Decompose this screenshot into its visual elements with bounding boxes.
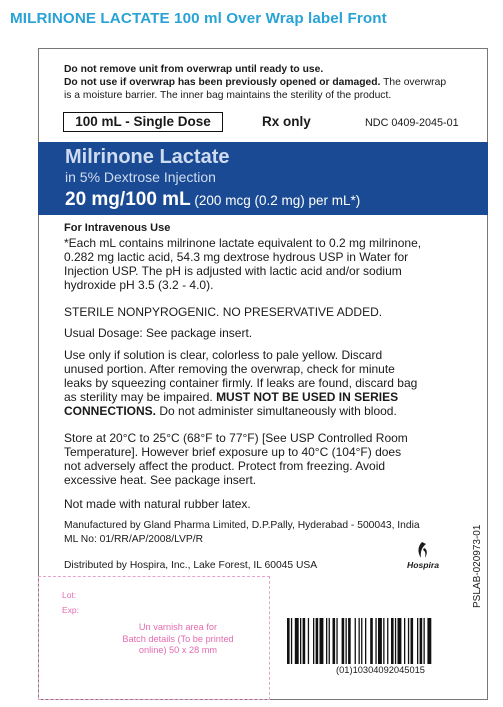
- hospira-logo-icon: [413, 540, 433, 560]
- dose-box: 100 mL - Single Dose: [63, 112, 223, 132]
- hospira-logo: [406, 540, 440, 576]
- barcode-number: (01)10304092045015: [336, 665, 425, 675]
- ml-number: ML No: 01/RR/AP/2008/LVP/R: [64, 534, 204, 545]
- warning-line-2: Do not use if overwrap has been previously opened or damaged. The overwrap: [64, 77, 447, 88]
- ndc-number: NDC 0409-2045-01: [365, 117, 459, 129]
- distributor: Distributed by Hospira, Inc., Lake Forest, IL 60045 USA: [64, 560, 318, 571]
- sterile-statement: STERILE NONPYROGENIC. NO PRESERVATIVE ADDED.: [64, 305, 383, 319]
- product-banner: [38, 142, 488, 215]
- exp-label: Exp:: [62, 605, 80, 615]
- lot-label: Lot:: [62, 590, 77, 600]
- hospira-logo-word: Hospira: [407, 560, 439, 570]
- page-title: MILRINONE LACTATE 100 ml Over Wrap label Front: [10, 10, 387, 27]
- rx-only: Rx only: [262, 114, 311, 129]
- label-code: PSLAB-020973-01: [472, 524, 483, 608]
- composition: *Each mL contains milrinone lactate equivalent to 0.2 mg milrinone, 0.282 mg lactic acid, 54.3 mg dextrose hydrous USP in Water for Injection USP. The pH is adjusted with lactic acid and/or sodium hydroxide pH 3.5 (3.2 - 4.0).: [64, 236, 422, 292]
- storage-instructions: Store at 20°C to 25°C (68°F to 77°F) [See USP Controlled Room Temperature]. However brief exposure up to 40°C (104°F) does not adversely affect the product. Protect from freezing. Avoid excessive heat. See package insert.: [64, 431, 408, 487]
- latex-statement: Not made with natural rubber latex.: [64, 497, 251, 511]
- product-name: Milrinone Lactate: [65, 146, 230, 168]
- product-diluent: in 5% Dextrose Injection: [65, 169, 216, 185]
- barcode: [287, 618, 474, 664]
- use-instructions: Use only if solution is clear, colorless to pale yellow. Discard unused portion. After removing the overwrap, check for minute leaks by squeezing container firmly. If leaks are found, discard bag as sterility may be impaired. MUST NOT BE USED IN SERIES CONNECTIONS. Do not administer simultaneously with blood.: [64, 348, 418, 418]
- warning-line-1: Do not remove unit from overwrap until ready to use.: [64, 64, 324, 75]
- warning-line-3: is a moisture barrier. The inner bag maintains the sterility of the product.: [64, 90, 392, 101]
- route: For Intravenous Use: [64, 222, 171, 234]
- product-strength: 20 mg/100 mL (200 mcg (0.2 mg) per mL*): [65, 189, 361, 210]
- varnish-note: Un varnish area for Batch details (To be printed online) 50 x 28 mm: [122, 622, 234, 655]
- usual-dosage: Usual Dosage: See package insert.: [64, 326, 253, 340]
- manufacturer: Manufactured by Gland Pharma Limited, D.P.Pally, Hyderabad - 500043, India: [64, 520, 420, 531]
